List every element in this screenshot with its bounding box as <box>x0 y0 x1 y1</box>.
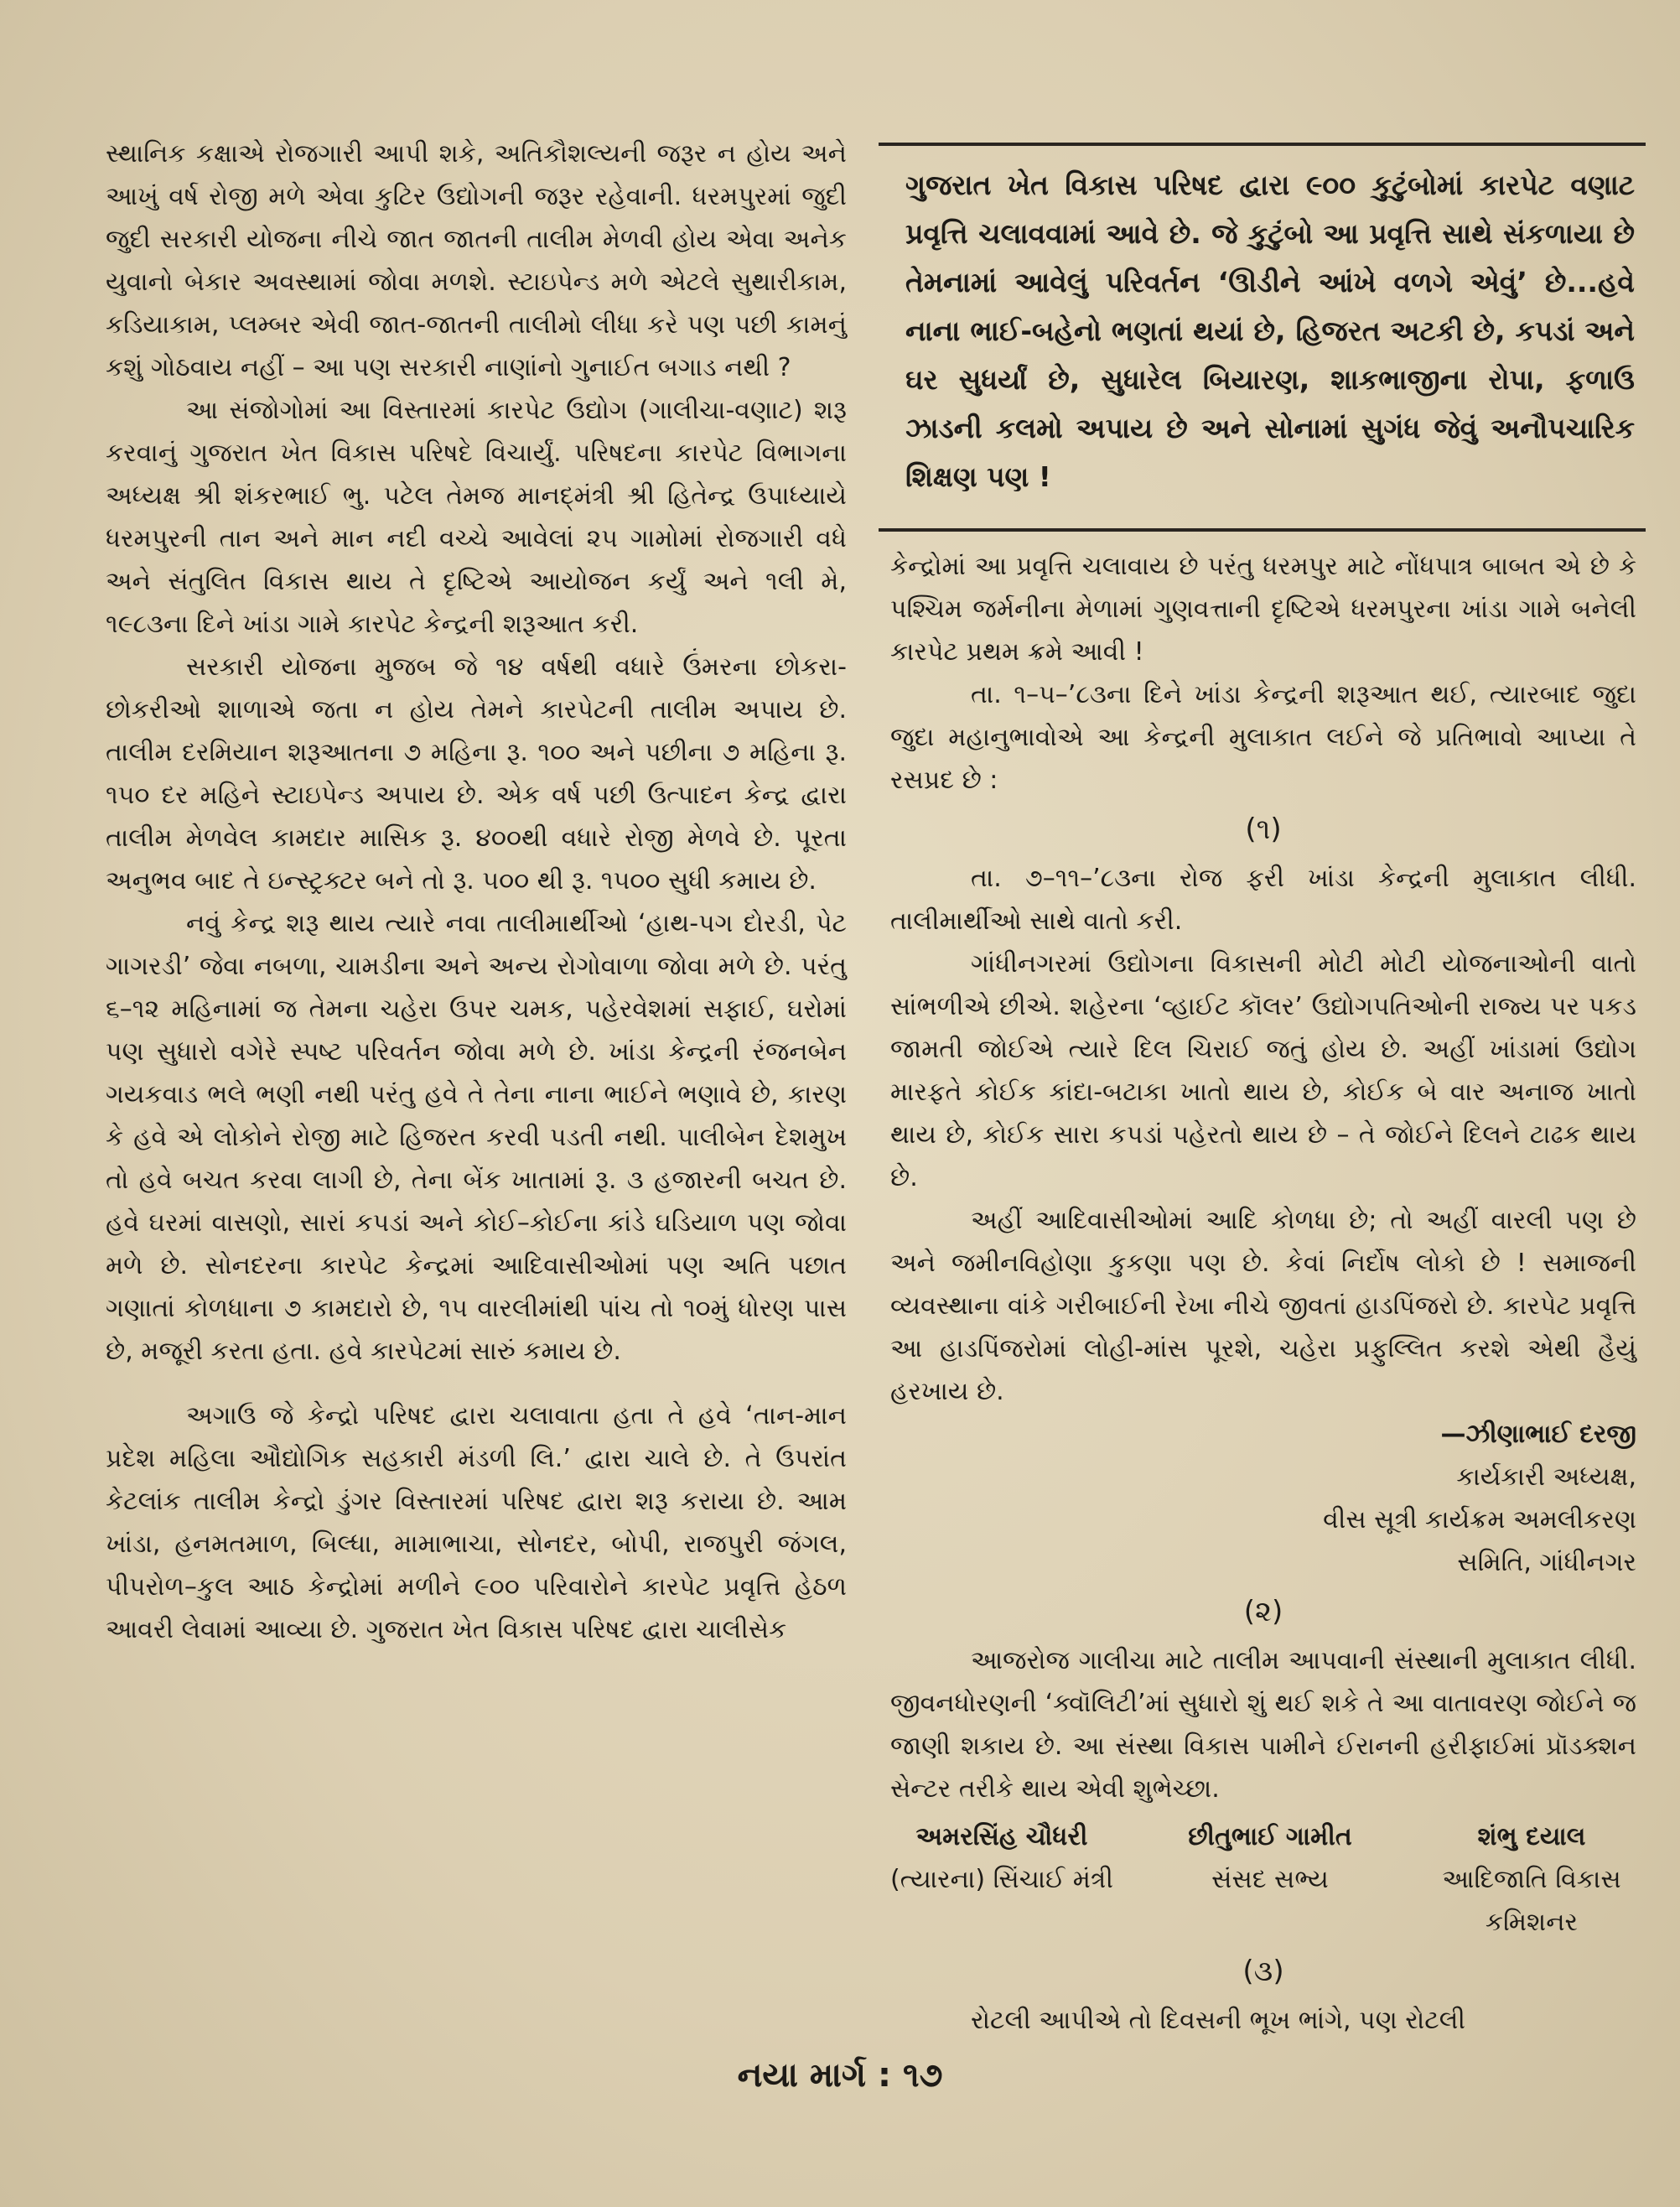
paragraph: સરકારી યોજના મુજબ જે ૧૪ વર્ષથી વધારે ઉંમરના છોકરા-છોકરીઓ શાળાએ જતા ન હોય તેમને કારપેટની તાલીમ અપાય છે. તાલીમ દરમિયાન શરૂઆતના ૭ મહિના રૂ. ૧૦૦ અને પછીના ૭ મહિના રૂ. ૧૫૦ દર મહિને સ્ટાઇપેન્ડ અપાય છે. એક વર્ષ પછી ઉત્પાદન કેન્દ્ર દ્વારા તાલીમ મેળવેલ કામદાર માસિક રૂ. ૪૦૦થી વધારે રોજી મેળવે છે. પૂરતા અનુભવ બાદ તે ઇન્સ્ટ્રક્ટર બને તો રૂ. ૫૦૦ થી રૂ. ૧૫૦૦ સુધી કમાય છે. <box>106 652 847 896</box>
signatory-name: છીતુભાઈ ગામીત <box>1188 1822 1352 1851</box>
highlight-text: ગુજરાત ખેત વિકાસ પરિષદ દ્વારા ૯૦૦ કુટુંબોમાં કારપેટ વણાટ પ્રવૃત્તિ ચલાવવામાં આવે છે. જે કુટુંબો આ પ્રવૃત્તિ સાથે સંકળાયા છે તેમનામાં આવેલું પરિવર્તન ‘ઊડીને આંખે વળગે એવું’ છે...હવે નાના ભાઈ-બહેનો ભણતાં થયાં છે, હિજરત અટકી છે, કપડાં અને ઘર સુધર્યાં છે, સુધારેલ બિયારણ, શાકભાજીના રોપા, ફળાઉ ઝાડની કલમો અપાય છે અને સોનામાં સુગંધ જેવું અનૌપચારિક શિક્ષણ પણ ! <box>905 169 1635 493</box>
paragraph: નવું કેન્દ્ર શરૂ થાય ત્યારે નવા તાલીમાર્થીઓ ‘હાથ-પગ દોરડી, પેટ ગાગરડી’ જેવા નબળા, ચામડીના અને અન્ય રોગોવાળા જોવા મળે છે. પરંતુ ૬–૧૨ મહિનામાં જ તેમના ચહેરા ઉપર ચમક, પહેરવેશમાં સફાઈ, ઘરોમાં પણ સુધારો વગેરે સ્પષ્ટ પરિવર્તન જોવા મળે છે. ખાંડા કેન્દ્રની રંજનબેન ગયકવાડ ભલે ભણી નથી પરંતુ હવે તે તેના નાના ભાઈને ભણાવે છે, કારણ કે હવે એ લોકોને રોજી માટે હિજરત કરવી પડતી નથી. પાલીબેન દેશમુખ તો હવે બચત કરવા લાગી છે, તેના બેંક ખાતામાં રૂ. ૩ હજારની બચત છે. હવે ઘરમાં વાસણો, સારાં કપડાં અને કોઈ–કોઈના કાંડે ઘડિયાળ પણ જોવા મળે છે. સોનદરના કારપેટ કેન્દ્રમાં આદિવાસીઓમાં પણ અતિ પછાત ગણાતાં કોળધાના ૭ કામદારો છે, ૧૫ વારલીમાંથી પાંચ તો ૧૦મું ધોરણ પાસ છે, મજૂરી કરતા હતા. હવે કારપેટમાં સારું કમાય છે. <box>106 909 847 1366</box>
signatory-role: સંસદ સભ્ય <box>1211 1865 1329 1894</box>
paragraph: કેન્દ્રોમાં આ પ્રવૃત્તિ ચલાવાય છે પરંતુ ધરમપુર માટે નોંધપાત્ર બાબત એ છે કે પશ્ચિમ જર્મનીના મેળામાં ગુણવત્તાની દૃષ્ટિએ ધરમપુરના ખાંડા ગામે બનેલી કારપેટ પ્રથમ ક્રમે આવી ! <box>890 552 1636 667</box>
paragraph: તા. ૧–૫–’૮૩ના દિને ખાંડા કેન્દ્રની શરૂઆત થઈ, ત્યારબાદ જુદા જુદા મહાનુભાવોએ આ કેન્દ્રની મુલાકાત લઈને જે પ્રતિભાવો આપ્યા તે રસપ્રદ છે : <box>890 680 1636 795</box>
top-rule <box>879 143 1646 146</box>
signature-name: —ઝીણાભાઈ દરજી <box>1440 1420 1636 1449</box>
section-number: (૨) <box>1243 1595 1283 1628</box>
left-column <box>106 132 847 1651</box>
signature-title: વીસ સૂત્રી કાર્યક્રમ અમલીકરણ <box>1323 1505 1636 1535</box>
signatory-name: અમરસિંહ ચૌધરી <box>915 1822 1088 1851</box>
paragraph: અહીં આદિવાસીઓમાં આદિ કોળધા છે; તો અહીં વારલી પણ છે અને જમીનવિહોણા કુકણા પણ છે. કેવાં નિર્દોષ લોકો છે ! સમાજની વ્યવસ્થાના વાંકે ગરીબાઈની રેખા નીચે જીવતાં હાડપિંજરો છે. કારપેટ પ્રવૃત્તિ આ હાડપિંજરોમાં લોહી-માંસ પૂરશે, ચહેરા પ્રફુલ્લિત કરશે એથી હૈયું હરખાય છે. <box>890 1206 1636 1406</box>
paragraph: ગાંધીનગરમાં ઉદ્યોગના વિકાસની મોટી મોટી યોજનાઓની વાતો સાંભળીએ છીએ. શહેરના ‘વ્હાઈટ કૉલર’ ઉદ્યોગપતિઓની રાજ્ય પર પકડ જામતી જોઈએ ત્યારે દિલ ચિરાઈ જતું હોય છે. અહીં ખાંડામાં ઉદ્યોગ મારફતે કોઈક કાંદા-બટાકા ખાતો થાય છે, કોઈક બે વાર અનાજ ખાતો થાય છે, કોઈક સારા કપડાં પહેરતો થાય છે – તે જોઈને દિલને ટાઢક થાય છે. <box>890 949 1636 1192</box>
signature-block <box>890 1413 1636 1584</box>
signature-title: સમિતિ, ગાંધીનગર <box>1457 1548 1636 1577</box>
signatory-role: (ત્યારના) સિંચાઈ મંત્રી <box>890 1865 1113 1894</box>
paragraph: રોટલી આપીએ તો દિવસની ભૂખ ભાંગે, પણ રોટલી <box>971 2006 1466 2035</box>
signatory-name: શંભુ દયાલ <box>1477 1822 1586 1851</box>
page-footer: નયા માર્ગ : ૧૭ <box>737 2056 943 2095</box>
signatory <box>1427 1815 1636 1944</box>
signatory-role: આદિજાતિ વિકાસ કમિશનર <box>1442 1865 1621 1937</box>
section-number: (૩) <box>1242 1955 1284 1988</box>
paragraph: આ સંજોગોમાં આ વિસ્તારમાં કારપેટ ઉદ્યોગ (ગાલીચા-વણાટ) શરૂ કરવાનું ગુજરાત ખેત વિકાસ પરિષદે વિચાર્યું. પરિષદના કારપેટ વિભાગના અધ્યક્ષ શ્રી શંકરભાઈ ભુ. પટેલ તેમજ માનદ્‌મંત્રી શ્રી હિતેન્દ્ર ઉપાધ્યાયે ધરમપુરની તાન અને માન નદી વચ્ચે આવેલાં ૨૫ ગામોમાં રોજગારી વધે અને સંતુલિત વિકાસ થાય તે દૃષ્ટિએ આયોજન કર્યું અને ૧લી મે, ૧૯૮૩ના દિને ખાંડા ગામે કારપેટ કેન્દ્રની શરૂઆત કરી. <box>106 396 847 639</box>
section-number: (૧) <box>1245 813 1282 846</box>
box-bottom-rule <box>879 528 1646 532</box>
paragraph: આજરોજ ગાલીચા માટે તાલીમ આપવાની સંસ્થાની મુલાકાત લીધી. જીવનધોરણની ‘ક્વૉલિટી’માં સુધારો શું થઈ શકે તે આ વાતાવરણ જોઈને જ જાણી શકાય છે. આ સંસ્થા વિકાસ પામીને ઈરાનની હરીફાઈમાં પ્રૉડક્શન સેન્ટર તરીકે થાય એવી શુભેચ્છા. <box>890 1646 1636 1804</box>
paragraph: તા. ૭–૧૧–’૮૩ના રોજ ફરી ખાંડા કેન્દ્રની મુલાકાત લીધી. તાલીમાર્થીઓ સાથે વાતો કરી. <box>890 864 1636 936</box>
signatories-row <box>890 1815 1636 1944</box>
signatory <box>1188 1815 1352 1944</box>
signature-title: કાર્યકારી અધ્યક્ષ, <box>1456 1462 1636 1492</box>
paragraph: સ્થાનિક કક્ષાએ રોજગારી આપી શકે, અતિકૌશલ્યની જરૂર ન હોય અને આખું વર્ષ રોજી મળે એવા કુટિર ઉદ્યોગની જરૂર રહેવાની. ધરમપુરમાં જુદી જુદી સરકારી યોજના નીચે જાત જાતની તાલીમ મેળવી હોય એવા અનેક યુવાનો બેકાર અવસ્થામાં જોવા મળશે. સ્ટાઇપેન્ડ મળે એટલે સુથારીકામ, કડિયાકામ, પ્લમ્બર એવી જાત-જાતની તાલીમો લીધા કરે પણ પછી કામનું કશું ગોઠવાય નહીં – આ પણ સરકારી નાણાંનો ગુનાઈત બગાડ નથી ? <box>106 139 847 382</box>
paragraph: અગાઉ જે કેન્દ્રો પરિષદ દ્વારા ચલાવાતા હતા તે હવે ‘તાન-માન પ્રદેશ મહિલા ઔદ્યોગિક સહકારી મંડળી લિ.’ દ્વારા ચાલે છે. તે ઉપરાંત કેટલાંક તાલીમ કેન્દ્રો ડુંગર વિસ્તારમાં પરિષદ દ્વારા શરૂ કરાયા છે. આમ ખાંડા, હનમતમાળ, બિલ્ધા, મામાભાચા, સોનદર, બોપી, રાજપુરી જંગલ, પીપરોળ–કુલ આઠ કેન્દ્રોમાં મળીને ૯૦૦ પરિવારોને કારપેટ પ્રવૃત્તિ હેઠળ આવરી લેવામાં આવ્યા છે. ગુજરાત ખેત વિકાસ પરિષદ દ્વારા ચાલીસેક <box>106 1401 847 1644</box>
highlight-box <box>905 161 1635 501</box>
right-column <box>890 545 1636 2042</box>
signatory <box>890 1815 1113 1944</box>
